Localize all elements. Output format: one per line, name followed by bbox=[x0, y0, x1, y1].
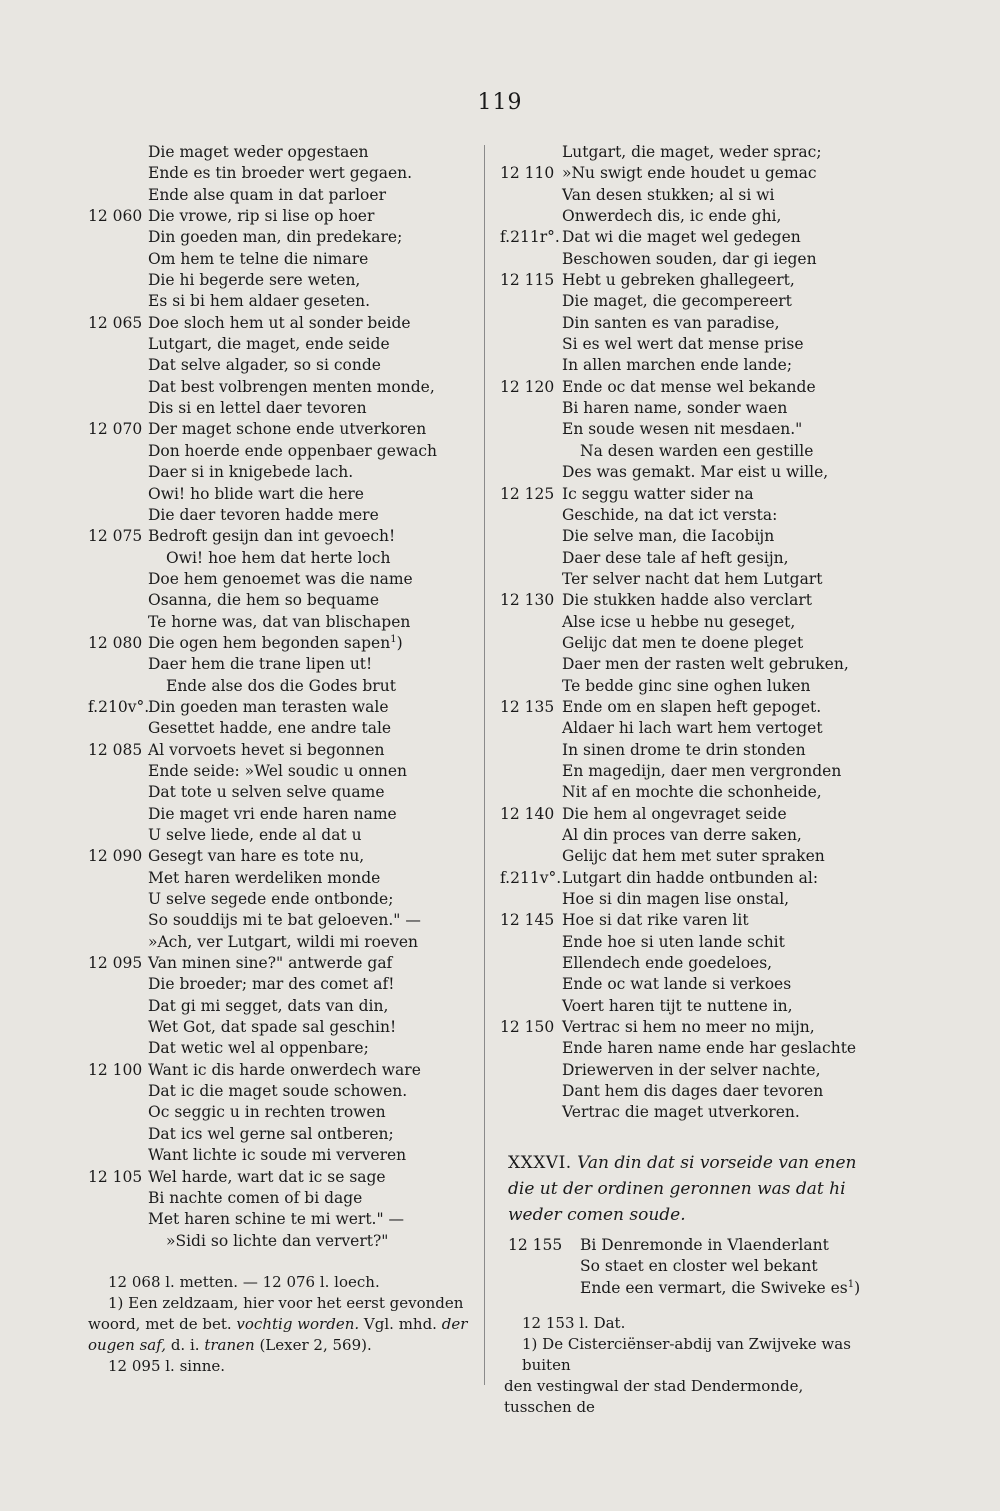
verse-text: Met haren werdeliken monde bbox=[148, 868, 381, 887]
verse-text: Nit af en mochte die schonheide, bbox=[562, 783, 822, 802]
verse-text: Bedroft gesijn dan int gevoech! bbox=[148, 527, 396, 546]
verse-line bbox=[500, 718, 870, 739]
verse-text: So staet en closter wel bekant bbox=[580, 1257, 818, 1276]
verse-line bbox=[500, 227, 870, 248]
verse-text: Des was gemakt. Mar eist u wille, bbox=[562, 463, 829, 482]
verse-line bbox=[500, 313, 870, 334]
verse-number: 12 115 bbox=[500, 271, 555, 290]
verse-line bbox=[88, 270, 468, 291]
verse-number: 12 070 bbox=[88, 420, 143, 439]
page-number: 119 bbox=[477, 90, 523, 115]
verse-text: Dat wetic wel al oppenbare; bbox=[148, 1039, 369, 1058]
verse-number: 12 120 bbox=[500, 377, 555, 396]
verse-text: Ende een vermart, die Swiveke $es^1$) bbox=[580, 1278, 861, 1297]
verse-number: 12 095 bbox=[88, 954, 143, 973]
verse-line bbox=[500, 846, 870, 867]
verse-line bbox=[88, 740, 468, 761]
verse-text: Al din proces van derre saken, bbox=[562, 826, 802, 844]
verse-text: Die ogen hem begonden sapen$^1$) bbox=[148, 633, 403, 652]
verse-text: Dant hem dis dages daer tevoren bbox=[562, 1082, 824, 1101]
verse-text: Ende alse quam in dat parloer bbox=[148, 185, 386, 204]
verse-line bbox=[88, 612, 468, 633]
verse-number: 12 080 bbox=[88, 633, 143, 652]
verse-line bbox=[88, 889, 468, 910]
verse-line bbox=[88, 526, 468, 547]
verse-text: Bi nachte comen of bi dage bbox=[148, 1188, 363, 1207]
verse-number: 12 075 bbox=[88, 527, 143, 546]
verse-number: 12 140 bbox=[500, 804, 555, 823]
footnote-1: 1) Een zeldzaam, hier voor het eerst gevonden bbox=[108, 1294, 464, 1312]
verse-text: Die maget, die gecompereert bbox=[562, 292, 792, 311]
verse-line bbox=[500, 1017, 870, 1038]
verse-line bbox=[88, 291, 468, 312]
verse-text: Gesettet hadde, ene andre tale bbox=[148, 719, 392, 738]
verse-number: 12 060 bbox=[88, 207, 143, 226]
verse-text: Dat wi die maget wel gedegen bbox=[562, 228, 801, 247]
verse-text: Alse icse u hebbe nu geseget, bbox=[562, 612, 796, 631]
verse-text: Hoe si din magen lise onstal, bbox=[562, 890, 790, 909]
verse-text: Vertrac die maget utverkoren. bbox=[562, 1103, 800, 1122]
verse-line bbox=[88, 974, 468, 995]
verse-text: Dat ics wel gerne sal ontberen; bbox=[148, 1124, 394, 1143]
verse-line bbox=[500, 484, 870, 505]
verse-line bbox=[88, 377, 468, 398]
right-verse-column bbox=[500, 142, 870, 1124]
verse-text: »Ach, ver Lutgart, wildi mi roeven bbox=[148, 932, 419, 951]
verse-text: Lutgart, die maget, weder sprac; bbox=[562, 143, 822, 161]
verse-text: Dat gi mi segget, dats van din, bbox=[148, 996, 389, 1015]
verse-line bbox=[500, 185, 870, 206]
verse-line bbox=[500, 1060, 870, 1081]
verse-line bbox=[88, 1060, 468, 1081]
verse-line bbox=[88, 590, 468, 611]
verse-text: Die vrowe, rip si lise op hoer bbox=[148, 207, 375, 226]
verse-line bbox=[88, 548, 468, 569]
verse-line bbox=[500, 419, 870, 440]
verse-text: Dat selve algader, so si conde bbox=[148, 356, 381, 375]
verse-text: In sinen drome te drin stonden bbox=[562, 740, 806, 759]
verse-line bbox=[500, 462, 870, 483]
verse-number: 12 065 bbox=[88, 313, 143, 332]
verse-number: 12 150 bbox=[500, 1018, 555, 1037]
verse-text: Voert haren tijt te nuttene in, bbox=[562, 996, 793, 1015]
verse-line bbox=[88, 355, 468, 376]
verse-line bbox=[88, 1124, 468, 1145]
verse-line bbox=[500, 569, 870, 590]
verse-line bbox=[88, 505, 468, 526]
verse-line bbox=[500, 377, 870, 398]
footnote-1-cont2: ougen saf, d. i. tranen (Lexer 2, 569). bbox=[88, 1336, 372, 1354]
verse-line bbox=[88, 227, 468, 248]
verse-text: Ende alse dos die Godes brut bbox=[166, 676, 396, 695]
verse-text: »Sidi so lichte dan ververt?" bbox=[166, 1231, 389, 1250]
verse-text: Gelijc dat men te doene pleget bbox=[562, 633, 804, 652]
verse-line bbox=[500, 441, 870, 462]
verse-text: Om hem te telne die nimare bbox=[148, 249, 369, 268]
verse-line bbox=[88, 676, 468, 697]
verse-text: Owi! hoe hem dat herte loch bbox=[166, 548, 391, 567]
verse-line bbox=[500, 697, 870, 718]
verse-line bbox=[500, 804, 870, 825]
verse-line bbox=[88, 185, 468, 206]
verse-line bbox=[88, 142, 468, 163]
verse-line bbox=[500, 142, 870, 163]
verse-line bbox=[500, 590, 870, 611]
verse-line bbox=[500, 889, 870, 910]
verse-text: Owi! ho blide wart die here bbox=[148, 484, 364, 503]
footnote-variant-line: 12 068 l. metten. — 12 076 l. loech. bbox=[108, 1273, 380, 1291]
verse-line bbox=[88, 654, 468, 675]
verse-text: Dat tote u selven selve quame bbox=[148, 783, 385, 802]
verse-text: Din goeden man, din predekare; bbox=[148, 228, 403, 247]
left-verse-column bbox=[88, 142, 468, 1252]
verse-line bbox=[88, 782, 468, 803]
verse-text: Don hoerde ende oppenbaer gewach bbox=[148, 441, 438, 460]
verse-text: Na desen warden een gestille bbox=[580, 441, 814, 460]
verse-text: Din santen es van paradise, bbox=[562, 313, 780, 332]
verse-line bbox=[500, 761, 870, 782]
verse-text: Die maget vri ende haren name bbox=[148, 804, 397, 823]
verse-text: Die daer tevoren hadde mere bbox=[148, 505, 379, 524]
verse-text: Te bedde ginc sine oghen luken bbox=[562, 676, 811, 695]
verse-number: 12 155 bbox=[508, 1236, 563, 1254]
verse-line bbox=[88, 910, 468, 931]
verse-text: Ic seggu watter sider na bbox=[562, 484, 754, 503]
verse-text: Al vorvoets hevet si begonnen bbox=[148, 740, 385, 759]
verse-line bbox=[500, 505, 870, 526]
verse-text: Gelijc dat hem met suter spraken bbox=[562, 847, 825, 866]
footnote-1: 1) De Cisterciënser-abdij van Zwijveke was buiten bbox=[522, 1335, 851, 1374]
verse-text: Ende oc dat mense wel bekande bbox=[562, 377, 816, 396]
chapter-heading bbox=[508, 1150, 868, 1228]
verse-line bbox=[500, 612, 870, 633]
verse-line bbox=[88, 334, 468, 355]
verse-line bbox=[88, 419, 468, 440]
verse-line bbox=[88, 569, 468, 590]
verse-text: Din goeden man terasten wale bbox=[148, 697, 389, 716]
verse-line bbox=[88, 249, 468, 270]
verse-text: Dis si en lettel daer tevoren bbox=[148, 399, 367, 418]
verse-text: Daer dese tale af heft gesijn, bbox=[562, 548, 789, 567]
verse-text: Hoe si dat rike varen lit bbox=[562, 911, 749, 930]
verse-line bbox=[500, 676, 870, 697]
verse-line bbox=[88, 1231, 468, 1252]
verse-line bbox=[88, 441, 468, 462]
verse-line bbox=[500, 932, 870, 953]
chapter-heading-line-2: die ut der ordinen geronnen was dat hi bbox=[508, 1179, 846, 1199]
verse-line bbox=[88, 932, 468, 953]
verse-text: Vertrac si hem no meer no mijn, bbox=[562, 1018, 815, 1037]
verse-text: Aldaer hi lach wart hem vertoget bbox=[562, 719, 823, 738]
verse-line bbox=[500, 1038, 870, 1059]
footnote-1-cont: den vestingwal der stad Dendermonde, tusschen de bbox=[504, 1377, 804, 1416]
footnote-variant-line-2: 12 095 l. sinne. bbox=[108, 1357, 226, 1375]
verse-line bbox=[500, 355, 870, 376]
verse-text: Dat ic die maget soude schowen. bbox=[148, 1082, 408, 1101]
verse-text: Met haren schine te mi wert." — bbox=[148, 1210, 405, 1229]
verse-number: 12 100 bbox=[88, 1060, 143, 1079]
verse-line bbox=[88, 1017, 468, 1038]
verse-text: Geschide, na dat ict versta: bbox=[562, 505, 778, 524]
verse-line bbox=[508, 1256, 878, 1277]
verse-text: Gesegt van hare es tote nu, bbox=[148, 847, 365, 866]
verse-number: f.210v°. bbox=[88, 697, 150, 716]
verse-line bbox=[500, 782, 870, 803]
verse-text: Bi haren name, sonder waen bbox=[562, 399, 788, 418]
footnote-marker: 1 bbox=[847, 1278, 855, 1290]
verse-line bbox=[88, 825, 468, 846]
verse-line bbox=[508, 1235, 878, 1256]
chapter-heading-line-3: weder comen soude. bbox=[508, 1205, 686, 1225]
verse-text: Ellendech ende goedeloes, bbox=[562, 954, 773, 973]
verse-number: 12 110 bbox=[500, 164, 555, 183]
verse-line bbox=[500, 270, 870, 291]
verse-line bbox=[508, 1278, 878, 1299]
verse-line bbox=[500, 1102, 870, 1123]
verse-line bbox=[88, 1209, 468, 1230]
verse-line bbox=[88, 953, 468, 974]
verse-text: Bi Denremonde in Vlaenderlant bbox=[580, 1236, 829, 1254]
verse-number: 12 105 bbox=[88, 1167, 143, 1186]
verse-text: Die selve man, die Iacobijn bbox=[562, 527, 775, 546]
verse-number: 12 125 bbox=[500, 484, 555, 503]
verse-text: Ter selver nacht dat hem Lutgart bbox=[562, 569, 823, 588]
verse-line bbox=[500, 654, 870, 675]
verse-text: Dat best volbrengen menten monde, bbox=[148, 377, 435, 396]
verse-line bbox=[500, 548, 870, 569]
verse-text: U selve liede, ende al dat u bbox=[148, 826, 362, 844]
verse-line bbox=[500, 291, 870, 312]
verse-text: Lutgart, die maget, ende seide bbox=[148, 335, 390, 354]
verse-text: Doe hem genoemet was die name bbox=[148, 569, 413, 588]
verse-number: 12 085 bbox=[88, 740, 143, 759]
verse-text: Daer men der rasten welt gebruken, bbox=[562, 655, 849, 674]
verse-line bbox=[88, 718, 468, 739]
verse-text: Driewerven in der selver nachte, bbox=[562, 1060, 821, 1079]
verse-text: Wet Got, dat spade sal geschin! bbox=[148, 1018, 397, 1037]
footnote-variant-line: 12 153 l. Dat. bbox=[522, 1314, 626, 1332]
verse-number: 12 130 bbox=[500, 591, 555, 610]
verse-line bbox=[500, 740, 870, 761]
verse-line bbox=[88, 206, 468, 227]
verse-text: Doe sloch hem ut al sonder beide bbox=[148, 313, 411, 332]
verse-number: f.211r°. bbox=[500, 228, 560, 247]
verse-text: En magedijn, daer men vergronden bbox=[562, 761, 842, 780]
verse-line bbox=[88, 846, 468, 867]
verse-line bbox=[500, 825, 870, 846]
verse-text: Van desen stukken; al si wi bbox=[562, 185, 775, 204]
right-footnotes bbox=[504, 1313, 874, 1418]
verse-line bbox=[88, 484, 468, 505]
verse-line bbox=[88, 633, 468, 654]
verse-line bbox=[500, 334, 870, 355]
verse-text: Van minen sine?" antwerde gaf bbox=[148, 954, 393, 973]
chapter-verse-block bbox=[508, 1235, 878, 1299]
verse-text: Die maget weder opgestaen bbox=[148, 143, 369, 161]
verse-line bbox=[500, 953, 870, 974]
left-footnotes bbox=[88, 1272, 468, 1377]
verse-text: Want lichte ic soude mi ververen bbox=[148, 1146, 407, 1165]
verse-line bbox=[88, 1102, 468, 1123]
verse-line bbox=[88, 1167, 468, 1188]
footnote-1-cont: woord, met de bet. vochtig worden. Vgl. mhd. der bbox=[88, 1315, 468, 1333]
verse-text: Ende seide: »Wel soudic u onnen bbox=[148, 761, 407, 780]
verse-line bbox=[88, 398, 468, 419]
verse-line bbox=[88, 868, 468, 889]
verse-line bbox=[500, 974, 870, 995]
verse-text: »Nu swigt ende houdet u gemac bbox=[562, 164, 817, 183]
verse-line bbox=[500, 206, 870, 227]
verse-line bbox=[500, 1081, 870, 1102]
verse-text: In allen marchen ende lande; bbox=[562, 356, 793, 375]
verse-line bbox=[88, 1145, 468, 1166]
verse-text: Te horne was, dat van blischapen bbox=[148, 612, 411, 631]
verse-line bbox=[500, 526, 870, 547]
verse-line bbox=[88, 697, 468, 718]
verse-text: Si es wel wert dat mense prise bbox=[562, 335, 804, 354]
verse-text: Wel harde, wart dat ic se sage bbox=[148, 1167, 386, 1186]
verse-text: Ende oc wat lande si verkoes bbox=[562, 975, 792, 994]
verse-text: Die hi begerde sere weten, bbox=[148, 271, 361, 290]
verse-text: Osanna, die hem so bequame bbox=[148, 591, 380, 610]
verse-text: Daer hem die trane lipen ut! bbox=[148, 655, 373, 674]
verse-text: Beschowen souden, dar gi iegen bbox=[562, 249, 817, 268]
verse-line bbox=[88, 996, 468, 1017]
verse-line bbox=[500, 398, 870, 419]
verse-text: U selve segede ende ontbonde; bbox=[148, 890, 394, 909]
verse-line bbox=[88, 804, 468, 825]
verse-text: Lutgart din hadde ontbunden al: bbox=[562, 868, 819, 887]
verse-line bbox=[88, 1038, 468, 1059]
verse-text: Die broeder; mar des comet af! bbox=[148, 975, 395, 994]
verse-line bbox=[500, 868, 870, 889]
footnote-marker: 1 bbox=[390, 633, 397, 645]
verse-line bbox=[88, 1081, 468, 1102]
verse-line bbox=[500, 996, 870, 1017]
verse-text: So souddijs mi te bat geloeven." — bbox=[148, 911, 421, 930]
verse-text: Die hem al ongevraget seide bbox=[562, 804, 787, 823]
verse-number: f.211v°. bbox=[500, 868, 562, 887]
verse-line bbox=[500, 249, 870, 270]
verse-text: Es si bi hem aldaer geseten. bbox=[148, 292, 371, 311]
verse-line bbox=[88, 1188, 468, 1209]
verse-number: 12 145 bbox=[500, 911, 555, 930]
verse-text: Ende om en slapen heft gepoget. bbox=[562, 697, 822, 716]
verse-line bbox=[500, 163, 870, 184]
verse-line bbox=[500, 633, 870, 654]
verse-text: Want ic dis harde onwerdech ware bbox=[148, 1060, 421, 1079]
verse-text: Die stukken hadde also verclart bbox=[562, 591, 812, 610]
verse-line bbox=[88, 313, 468, 334]
verse-text: En soude wesen nit mesdaen." bbox=[562, 420, 803, 439]
verse-line bbox=[500, 910, 870, 931]
verse-text: Hebt u gebreken ghallegeert, bbox=[562, 271, 795, 290]
verse-line bbox=[88, 163, 468, 184]
verse-number: 12 090 bbox=[88, 847, 143, 866]
verse-text: Ende es tin broeder wert gegaen. bbox=[148, 164, 413, 183]
verse-text: Daer si in knigebede lach. bbox=[148, 463, 354, 482]
verse-text: Der maget schone ende utverkoren bbox=[148, 420, 427, 439]
verse-line bbox=[88, 462, 468, 483]
verse-text: Ende hoe si uten lande schit bbox=[562, 932, 785, 951]
chapter-heading-line-1: XXXVI. Van din dat si vorseide van enen bbox=[508, 1153, 857, 1173]
verse-text: Oc seggic u in rechten trowen bbox=[148, 1103, 386, 1122]
verse-line bbox=[88, 761, 468, 782]
verse-number: 12 135 bbox=[500, 697, 555, 716]
verse-text: Onwerdech dis, ic ende ghi, bbox=[562, 207, 782, 226]
verse-text: Ende haren name ende har geslachte bbox=[562, 1039, 857, 1058]
column-divider bbox=[484, 145, 485, 1385]
